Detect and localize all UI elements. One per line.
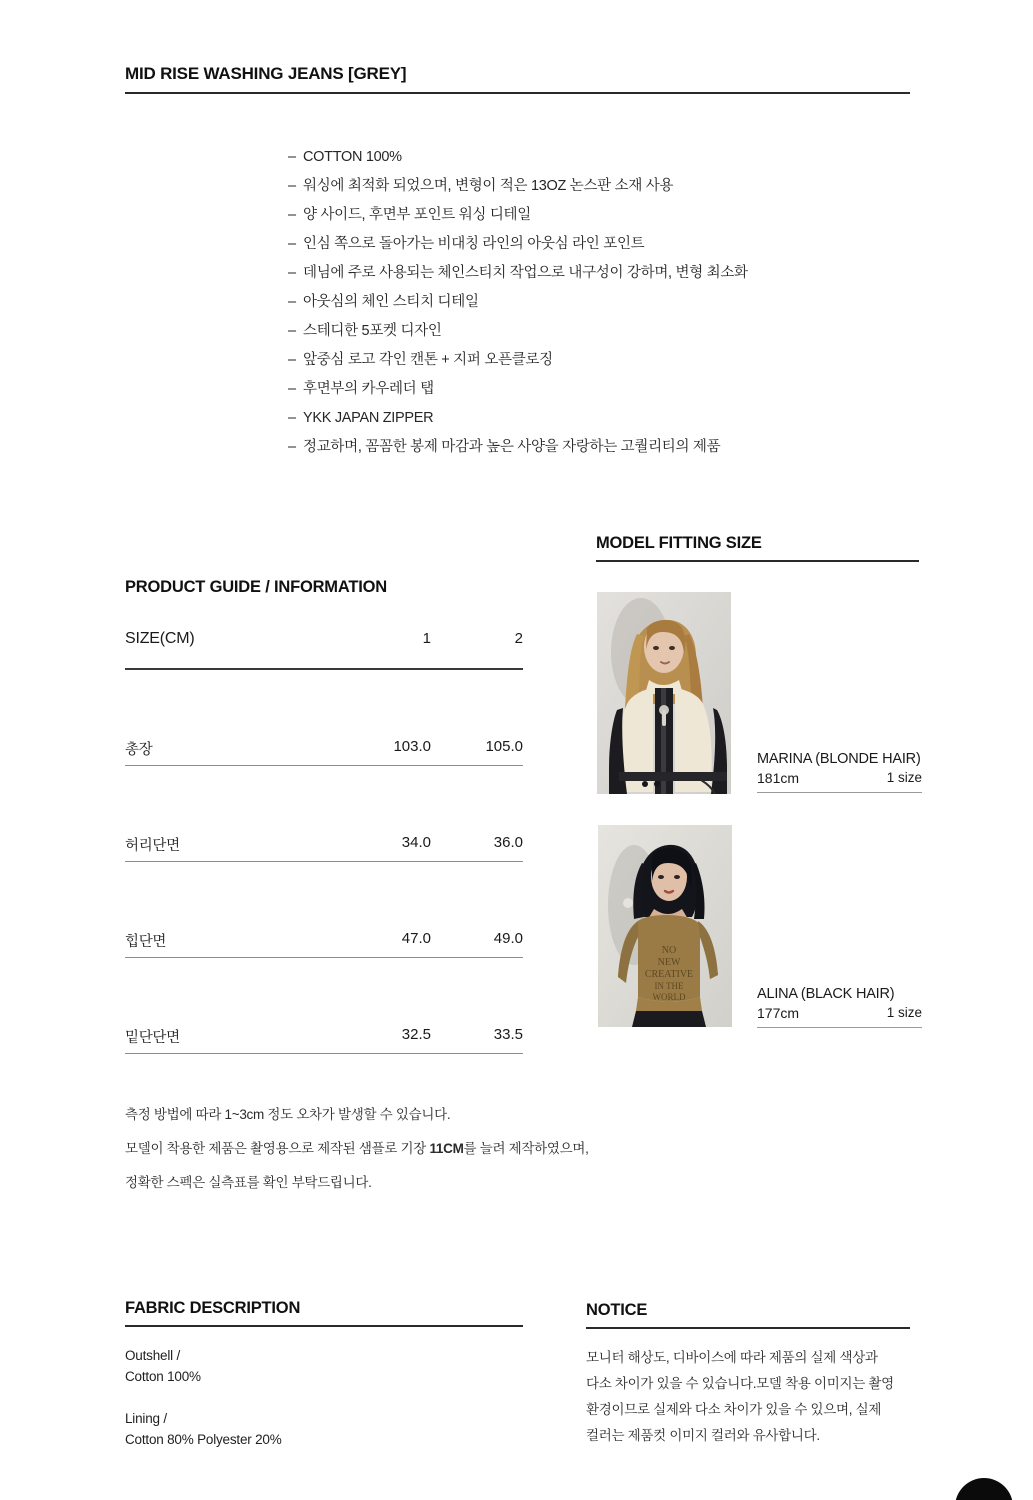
measurement-disclaimer: [125, 1098, 685, 1200]
row-value-1: 34.0: [401, 833, 431, 851]
list-item: [288, 375, 928, 404]
model-photo-card-marina[interactable]: [597, 592, 731, 794]
row-label: 밑단단면: [125, 1029, 180, 1046]
outshell-label: Outshell /: [125, 1348, 181, 1363]
disclaimer-line-2: [125, 1132, 685, 1166]
row-value-1: 32.5: [401, 1025, 431, 1043]
product-guide-section: [125, 578, 525, 597]
model-photo-marina-illustration: [597, 592, 731, 794]
feature-text: YKK JAPAN ZIPPER: [303, 410, 434, 426]
model-fitting-section: [596, 534, 919, 562]
row-divider: [125, 1053, 523, 1054]
lining-value: Cotton 80% Polyester 20%: [125, 1432, 282, 1447]
sweater-graphic-line-3: CREATIVE: [644, 969, 694, 980]
model-caption-divider: [757, 1027, 922, 1028]
list-item: [288, 143, 928, 172]
fabric-spacer: [125, 1387, 523, 1408]
feature-text: 앞중심 로고 각인 캔톤 + 지퍼 오픈클로징: [303, 352, 553, 368]
model-stats: [757, 770, 922, 789]
bullet-dash-icon: –: [288, 265, 296, 281]
page-title: MID RISE WASHING JEANS [GREY]: [125, 64, 407, 83]
model-caption-marina: [757, 751, 922, 793]
sweater-graphic-line-4: IN THE: [654, 981, 684, 991]
notice-heading: NOTICE: [586, 1301, 648, 1319]
feature-text: 양 사이드, 후면부 포인트 워싱 디테일: [303, 207, 531, 223]
bullet-dash-icon: –: [288, 352, 296, 368]
fabric-description-heading: FABRIC DESCRIPTION: [125, 1299, 301, 1317]
table-row: [125, 958, 523, 1054]
notice-divider: [586, 1327, 910, 1329]
model-size: 1 size: [886, 770, 922, 785]
bullet-dash-icon: –: [288, 410, 296, 426]
model-fitting-divider: [596, 560, 919, 562]
size-unit-label: SIZE(CM): [125, 630, 195, 647]
list-item: [288, 433, 928, 462]
notice-line: 다소 차이가 있을 수 있습니다.모델 착용 이미지는 촬영: [586, 1376, 894, 1391]
notice-line: 모니터 해상도, 디바이스에 따라 제품의 실제 색상과: [586, 1350, 878, 1365]
list-item: [288, 404, 928, 433]
model-caption-divider: [757, 792, 922, 793]
list-item: [288, 288, 928, 317]
fabric-description-body: [125, 1345, 523, 1450]
column-header-1: 1: [422, 630, 431, 647]
column-header-2: 2: [514, 630, 523, 647]
feature-text: COTTON 100%: [303, 149, 402, 165]
lining-label: Lining /: [125, 1411, 167, 1426]
model-size: 1 size: [886, 1005, 922, 1020]
notice-line: 컬러는 제품컷 이미지 컬러와 유사합니다.: [586, 1428, 820, 1443]
feature-text: 워싱에 최적화 되었으며, 변형이 적은 13OZ 논스판 소재 사용: [303, 178, 674, 194]
notice-body: [586, 1345, 910, 1449]
model-stats: [757, 1005, 922, 1024]
row-value-1: 47.0: [401, 929, 431, 947]
model-photo-card-alina[interactable]: [598, 825, 732, 1027]
list-item: [288, 201, 928, 230]
bullet-dash-icon: –: [288, 323, 296, 339]
row-value-2: 36.0: [493, 833, 523, 851]
bullet-dash-icon: –: [288, 381, 296, 397]
table-row: [125, 670, 523, 766]
feature-text: 후면부의 카우레더 탭: [303, 381, 434, 397]
feature-text: 정교하며, 꼼꼼한 봉제 마감과 높은 사양을 자랑하는 고퀄리티의 제품: [303, 439, 721, 455]
list-item: [288, 230, 928, 259]
model-name: ALINA (BLACK HAIR): [757, 986, 895, 1002]
row-value-1: 103.0: [393, 737, 431, 755]
table-row: [125, 766, 523, 862]
notice-line: 환경이므로 실제와 다소 차이가 있을 수 있으며, 실제: [586, 1402, 882, 1417]
row-label: 허리단면: [125, 837, 180, 854]
feature-text: 데님에 주로 사용되는 체인스티치 작업으로 내구성이 강하며, 변형 최소화: [303, 265, 748, 281]
list-item: [288, 259, 928, 288]
table-row: [125, 862, 523, 958]
model-photo-alina-illustration: [598, 825, 732, 1027]
feature-list: [288, 143, 928, 462]
notice-section: [586, 1301, 910, 1449]
sweater-graphic-line-5: WORLD: [652, 992, 686, 1002]
model-height: 177cm: [757, 1005, 800, 1021]
model-height: 181cm: [757, 770, 800, 786]
scroll-to-top-button[interactable]: [955, 1478, 1013, 1500]
product-title-block: [125, 64, 910, 94]
disclaimer-line-2-before: 모델이 착용한 제품은 촬영용으로 제작된 샘플로 기장: [125, 1141, 430, 1156]
model-photo-marina: [597, 592, 731, 794]
list-item: [288, 172, 928, 201]
model-photo-alina: [598, 825, 732, 1027]
product-guide-heading: PRODUCT GUIDE / INFORMATION: [125, 578, 387, 596]
feature-text: 아웃심의 체인 스티치 디테일: [303, 294, 479, 310]
model-caption-alina: [757, 986, 922, 1028]
fabric-description-divider: [125, 1325, 523, 1327]
disclaimer-line-3: 정확한 스펙은 실측표를 확인 부탁드립니다.: [125, 1175, 372, 1190]
row-label: 힙단면: [125, 933, 167, 950]
size-table-header: [125, 630, 523, 668]
sweater-graphic-line-2: NEW: [657, 957, 681, 968]
title-divider: [125, 92, 910, 94]
outshell-value: Cotton 100%: [125, 1369, 201, 1384]
model-name: MARINA (BLONDE HAIR): [757, 751, 921, 767]
bullet-dash-icon: –: [288, 439, 296, 455]
row-value-2: 49.0: [493, 929, 523, 947]
disclaimer-length-value: 11CM: [429, 1141, 464, 1156]
feature-text: 스테디한 5포켓 디자인: [303, 323, 442, 339]
row-value-2: 105.0: [485, 737, 523, 755]
sweater-graphic-line-1: NO: [661, 945, 677, 956]
bullet-dash-icon: –: [288, 149, 296, 165]
row-label: 총장: [125, 741, 153, 758]
list-item: [288, 317, 928, 346]
bullet-dash-icon: –: [288, 236, 296, 252]
model-fitting-heading: MODEL FITTING SIZE: [596, 534, 762, 552]
bullet-dash-icon: –: [288, 294, 296, 310]
row-value-2: 33.5: [493, 1025, 523, 1043]
feature-text: 인심 쪽으로 돌아가는 비대칭 라인의 아웃심 라인 포인트: [303, 236, 645, 252]
size-table: [125, 630, 523, 1054]
list-item: [288, 346, 928, 375]
bullet-dash-icon: –: [288, 207, 296, 223]
bullet-dash-icon: –: [288, 178, 296, 194]
disclaimer-line-2-after: 를 늘려 제작하였으며,: [463, 1141, 589, 1156]
fabric-description-section: [125, 1299, 523, 1450]
disclaimer-line-1: 측정 방법에 따라 1~3cm 정도 오차가 발생할 수 있습니다.: [125, 1107, 451, 1122]
